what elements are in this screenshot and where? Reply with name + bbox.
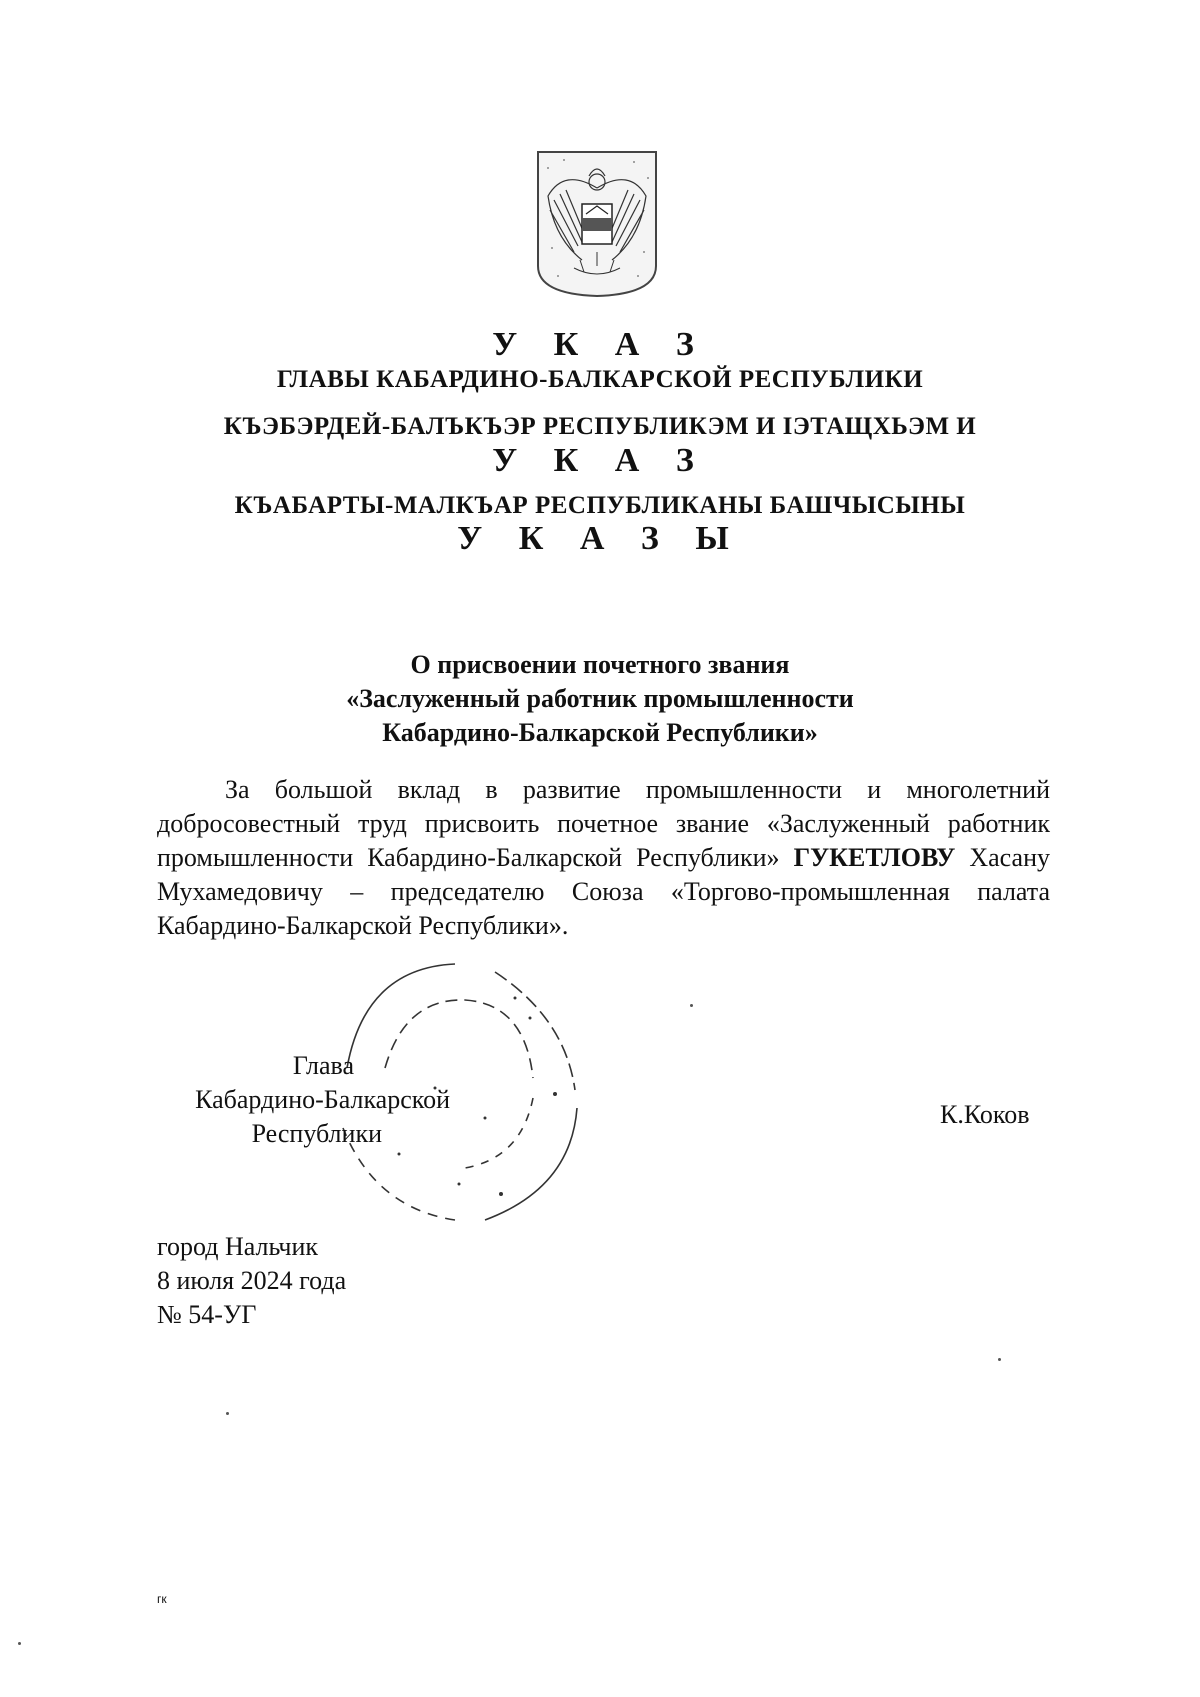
city: город Нальчик — [157, 1232, 319, 1261]
coat-of-arms-icon — [534, 148, 660, 298]
heading-kabardian: КЪЭБЭРДЕЙ-БАЛЪКЪЭР РЕСПУБЛИКЭМ И IЭТАЩХЬЭМ И — [223, 413, 977, 440]
signatory-position — [150, 1049, 450, 1151]
executor-initials: гк — [157, 1592, 167, 1606]
decree-heading-balkar: У К А З Ы — [457, 520, 743, 557]
position-line: Республики — [251, 1119, 382, 1148]
position-line: Глава — [292, 1051, 354, 1080]
scan-speck — [690, 1004, 693, 1007]
title-line: «Заслуженный работник промышленности — [346, 684, 854, 713]
decree-body — [157, 773, 1050, 943]
position-line: Кабардино-Балкарской — [195, 1085, 450, 1114]
scan-speck — [998, 1358, 1001, 1361]
heading-russian: ГЛАВЫ КАБАРДИНО-БАЛКАРСКОЙ РЕСПУБЛИКИ — [276, 366, 924, 393]
decree-details — [157, 1230, 346, 1332]
title-line: Кабардино-Балкарской Республики» — [382, 718, 818, 747]
decree-number: № 54-УГ — [157, 1300, 257, 1329]
awardee-surname: ГУКЕТЛОВУ — [793, 843, 956, 872]
decree-title — [0, 648, 1200, 750]
body-text: За большой вклад в развитие промышленности и многолетний добросовестный труд присвоить почетное звание «Заслуженный работник промышленности Кабардино-Балкарской Республики» — [157, 775, 1050, 872]
scan-speck — [18, 1642, 21, 1645]
heading-balkar: КЪАБАРТЫ-МАЛКЪАР РЕСПУБЛИКАНЫ БАШЧЫСЫНЫ — [234, 492, 966, 519]
scan-speck — [226, 1412, 229, 1415]
title-line: О присвоении почетного звания — [410, 650, 790, 679]
body-text: Хасану Мухамедовичу – председателю Союза «Торгово-промышленная палата Кабардино-Балкарской Республики». — [157, 843, 1050, 940]
signatory-name: К.Коков — [940, 1100, 1030, 1129]
decree-heading-kabardian: У К А З — [492, 442, 708, 479]
decree-heading: У К А З — [492, 326, 708, 363]
date: 8 июля 2024 года — [157, 1266, 347, 1295]
